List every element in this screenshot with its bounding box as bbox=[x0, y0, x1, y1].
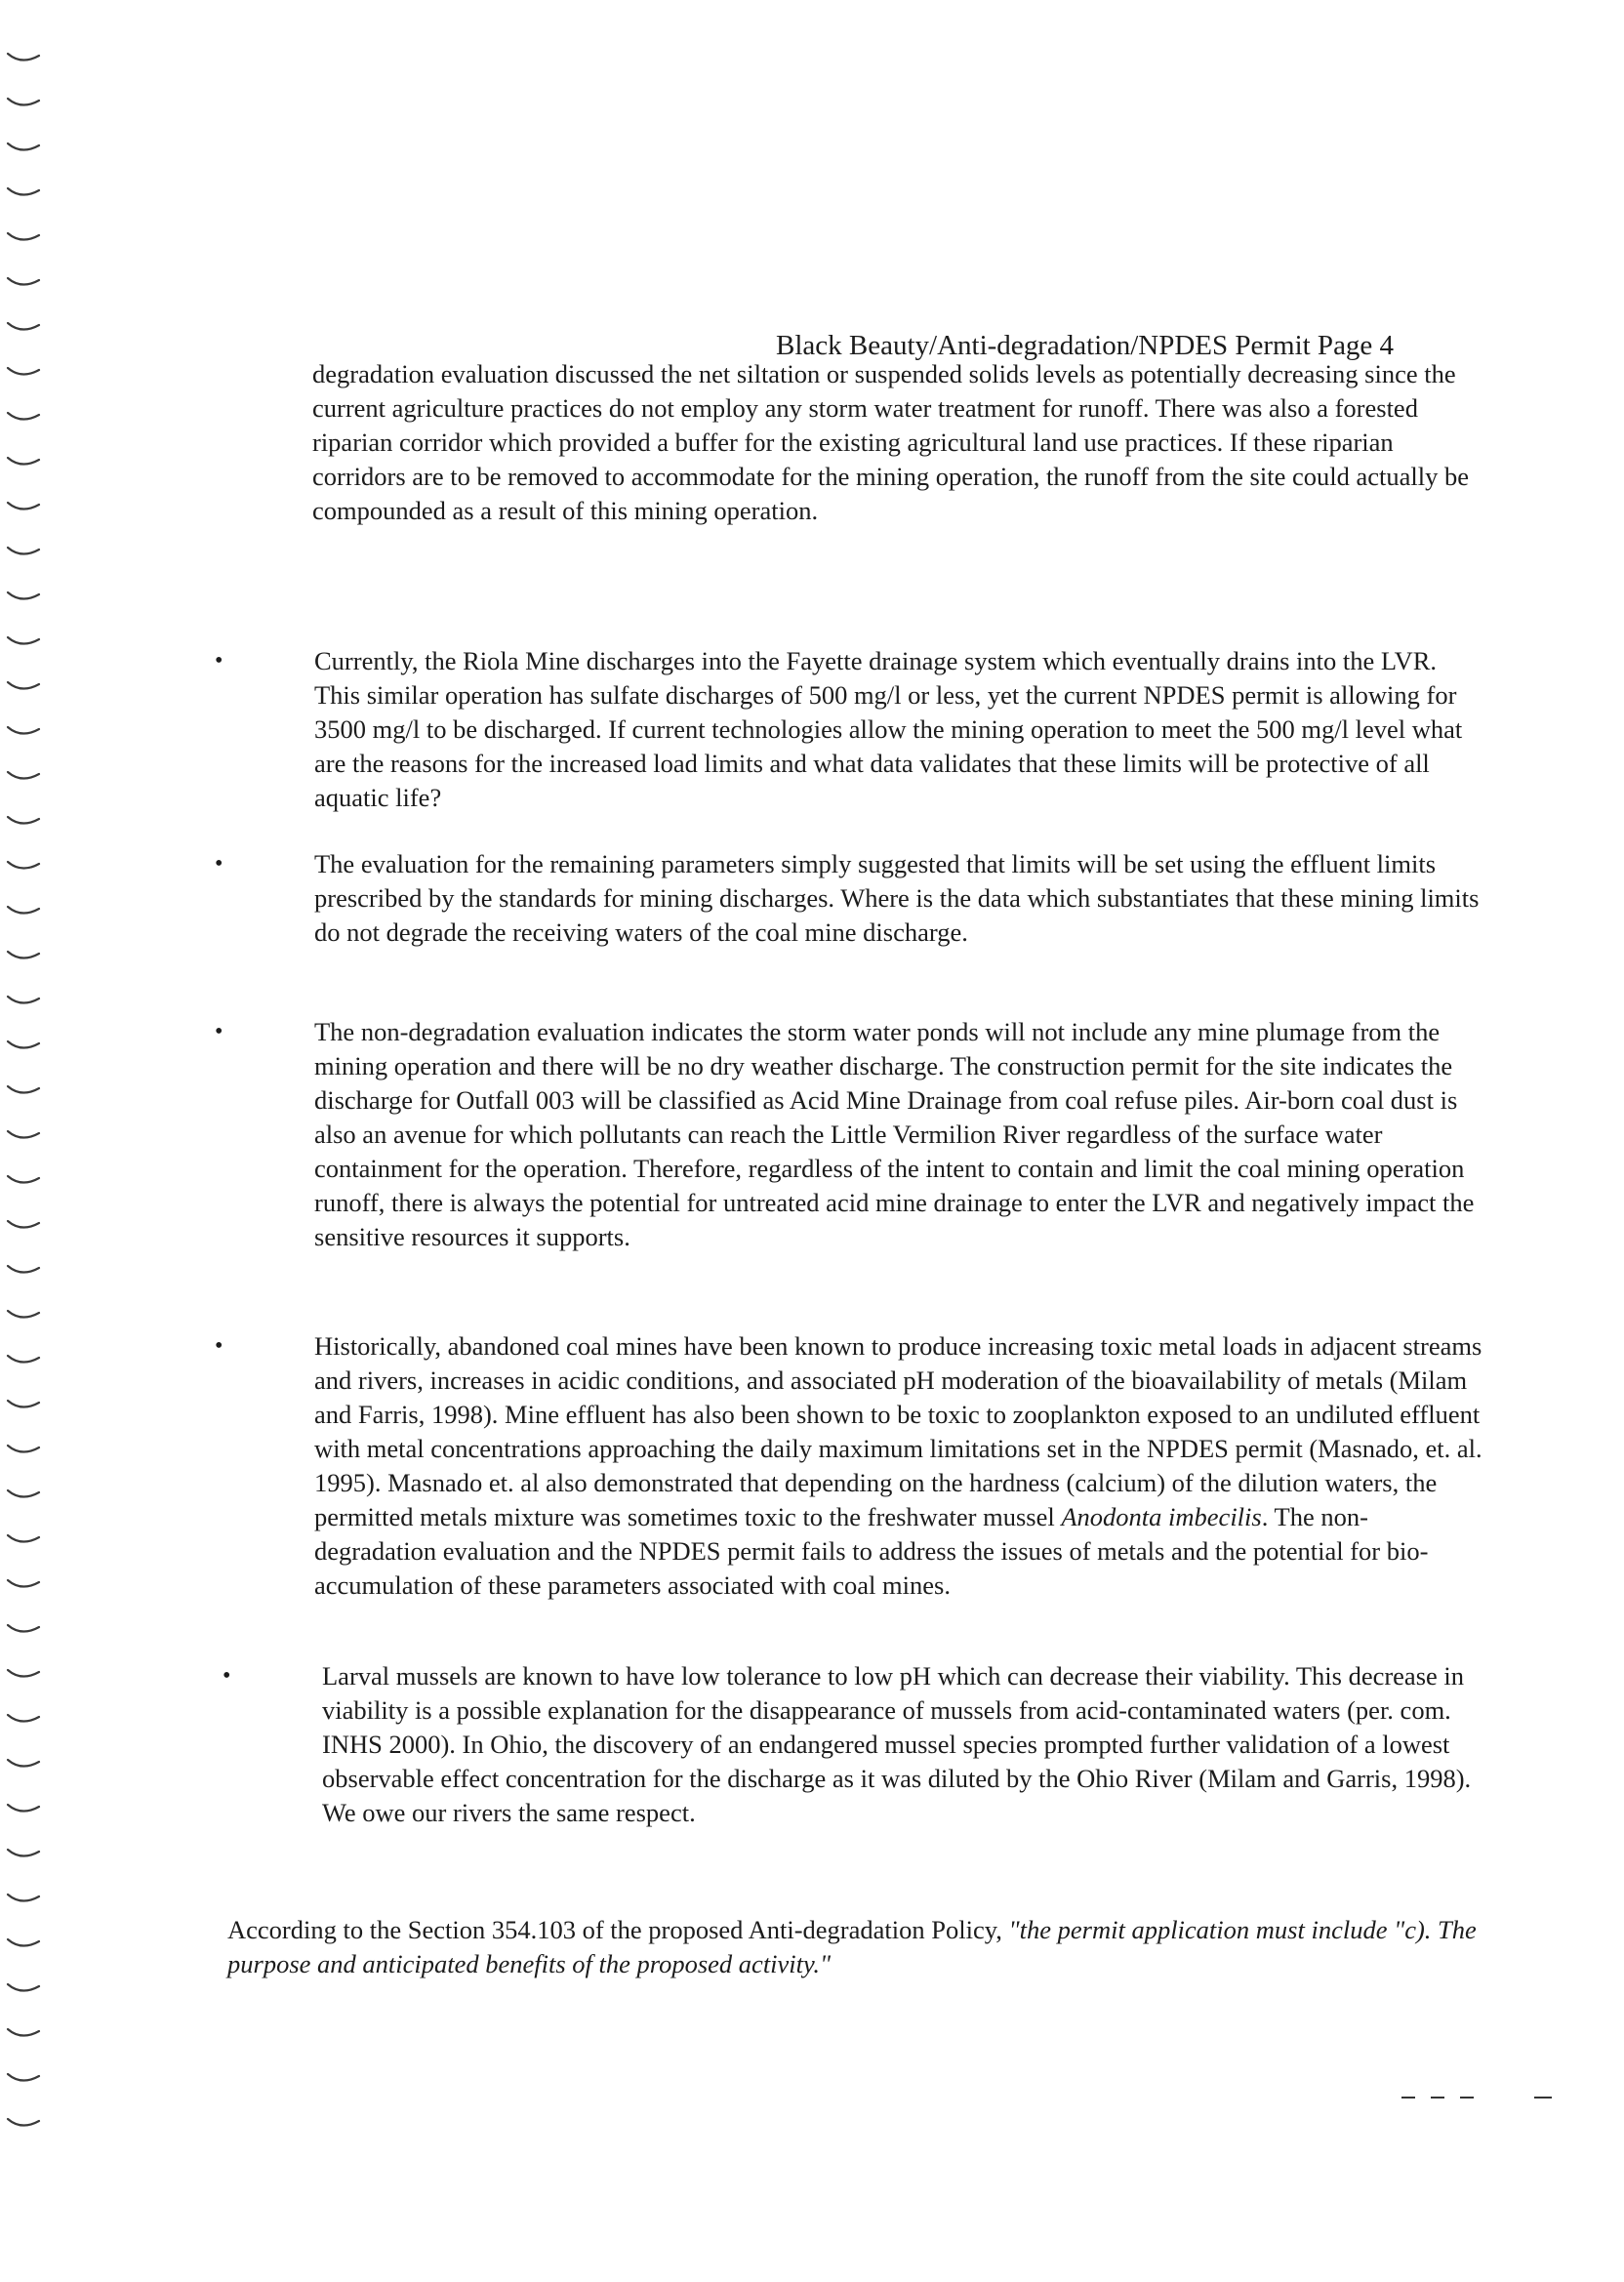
binder-mark bbox=[8, 1490, 39, 1497]
binder-mark bbox=[8, 2119, 39, 2126]
binder-mark bbox=[8, 1221, 39, 1228]
bullet-item-storm-water-ponds: The non-degradation evaluation indicates the storm water ponds will not include any mine plumage from the mining operation and there will be no dry weather discharge. The construction permit for the site indicates the discharge for Outfall 003 will be classified as Acid Mine Drainage from coal refuse piles. Air-born coal dust is also an avenue for which pollutants can reach the Little Vermilion River regardless of the surface water containment for the operation. Therefore, regardless of the intent to contain and limit the coal mining operation runoff, there is always the potential for untreated acid mine drainage to enter the LVR and negatively impact the sensitive resources it supports. bbox=[314, 1017, 1475, 1251]
bullet-item-sulfate-discharges: Currently, the Riola Mine discharges into the Fayette drainage system which eventually drains into the LVR. This similar operation has sulfate discharges of 500 mg/l or less, yet the current NPDES permit is allowing for 3500 mg/l to be discharged. If current technologies allow the mining operation to meet the 500 mg/l level what are the reasons for the increased load limits and what data validates that these limits will be protective of all aquatic life? bbox=[314, 646, 1463, 812]
running-header: Black Beauty/Anti-degradation/NPDES Permit Page 4 bbox=[776, 330, 1395, 361]
bullet-marker: • bbox=[215, 851, 223, 876]
bullet-item-toxic-metals bbox=[314, 1329, 1485, 1603]
binder-mark bbox=[8, 637, 39, 644]
binder-mark bbox=[8, 548, 39, 554]
bullet-item-larval-mussels: Larval mussels are known to have low tolerance to low pH which can decrease their viability. This decrease in viability is a possible explanation for the disappearance of mussels from acid-contaminated waters (per. com. INHS 2000). In Ohio, the discovery of an endangered mussel species prompted further validation of a lowest observable effect concentration for the discharge as it was diluted by the Ohio River (Milam and Garris, 1998). We owe our rivers the same respect. bbox=[322, 1661, 1472, 1827]
binder-mark bbox=[8, 278, 39, 285]
binder-mark bbox=[8, 1266, 39, 1273]
binder-mark bbox=[8, 1446, 39, 1452]
binder-mark bbox=[8, 772, 39, 779]
binder-mark bbox=[8, 817, 39, 824]
footer-rule-segment bbox=[1431, 2097, 1444, 2099]
binder-mark bbox=[8, 2074, 39, 2081]
binder-mark bbox=[8, 1670, 39, 1677]
binder-mark bbox=[8, 1535, 39, 1542]
binder-mark bbox=[8, 1041, 39, 1048]
binder-mark bbox=[8, 682, 39, 689]
binder-hole-marks bbox=[0, 0, 78, 2282]
binder-mark bbox=[8, 907, 39, 914]
binder-mark bbox=[8, 503, 39, 509]
binder-mark bbox=[8, 952, 39, 958]
binder-mark bbox=[8, 188, 39, 195]
binder-mark bbox=[8, 1086, 39, 1093]
binder-mark bbox=[8, 1311, 39, 1318]
binder-mark bbox=[8, 413, 39, 420]
closing-paragraph bbox=[227, 1913, 1506, 1981]
binder-mark bbox=[8, 1984, 39, 1991]
bullet-marker: • bbox=[215, 1333, 223, 1359]
binder-mark bbox=[8, 99, 39, 105]
bullet-item-remaining-parameters: The evaluation for the remaining parameters simply suggested that limits will be set using the effluent limits prescribed by the standards for mining discharges. Where is the data which substantiates that these mining limits do not degrade the receiving waters of the coal mine discharge. bbox=[314, 849, 1480, 947]
binder-mark bbox=[8, 1760, 39, 1767]
binder-mark bbox=[8, 997, 39, 1003]
binder-mark bbox=[8, 1939, 39, 1946]
bullet-marker: • bbox=[223, 1663, 231, 1689]
binder-mark bbox=[8, 458, 39, 465]
binder-mark bbox=[8, 592, 39, 599]
footer-rule-segment bbox=[1401, 2097, 1415, 2099]
footer-rule-segment bbox=[1460, 2097, 1474, 2099]
binder-mark bbox=[8, 1176, 39, 1183]
binder-mark bbox=[8, 2029, 39, 2036]
binder-mark bbox=[8, 323, 39, 330]
binder-mark bbox=[8, 1715, 39, 1722]
bullet-marker: • bbox=[215, 648, 223, 673]
species-name: Anodonta imbecilis bbox=[1061, 1502, 1262, 1531]
binder-mark bbox=[8, 143, 39, 150]
binder-mark bbox=[8, 727, 39, 734]
binder-mark bbox=[8, 1401, 39, 1407]
binder-mark bbox=[8, 1895, 39, 1901]
binder-mark bbox=[8, 233, 39, 240]
binder-mark bbox=[8, 368, 39, 375]
bullet-text-part: Historically, abandoned coal mines have been known to produce increasing toxic metal loads in adjacent streams and rivers, increases in acidic conditions, and associated pH moderation of the bioavailability of metals (Milam and Farris, 1998). Mine effluent has also been shown to be toxic to zooplankton exposed to an undiluted effluent with metal concentrations approaching the daily maximum limitations set in the NPDES permit (Masnado, et. al. 1995). Masnado et. al also demonstrated that depending on the hardness (calcium) of the dilution waters, the permitted metals mixture was sometimes toxic to the freshwater mussel bbox=[314, 1331, 1482, 1531]
bullet-text-part: . The non-degradation evaluation and the NPDES permit fails to address the issues of metals and the potential for bio-accumulation of these parameters associated with coal mines. bbox=[314, 1502, 1429, 1600]
binder-mark bbox=[8, 1131, 39, 1138]
binder-mark bbox=[8, 1625, 39, 1632]
binder-mark bbox=[8, 1850, 39, 1856]
binder-mark bbox=[8, 1356, 39, 1363]
continued-paragraph: degradation evaluation discussed the net siltation or suspended solids levels as potentially decreasing since the current agriculture practices do not employ any storm water treatment for runoff. There was also a forested riparian corridor which provided a buffer for the existing agricultural land use practices. If these riparian corridors are to be removed to accommodate for the mining operation, the runoff from the site could actually be compounded as a result of this mining operation. bbox=[312, 359, 1469, 525]
binder-mark bbox=[8, 1805, 39, 1812]
binder-mark bbox=[8, 862, 39, 869]
binder-mark bbox=[8, 1580, 39, 1587]
closing-text: According to the Section 354.103 of the proposed Anti-degradation Policy, bbox=[227, 1915, 1009, 1944]
footer-rule-segment bbox=[1534, 2097, 1552, 2099]
policy-quote: "the permit application must include "c). The purpose and anticipated benefits of the proposed activity." bbox=[227, 1915, 1477, 1978]
bullet-marker: • bbox=[215, 1019, 223, 1044]
binder-mark bbox=[8, 54, 39, 61]
